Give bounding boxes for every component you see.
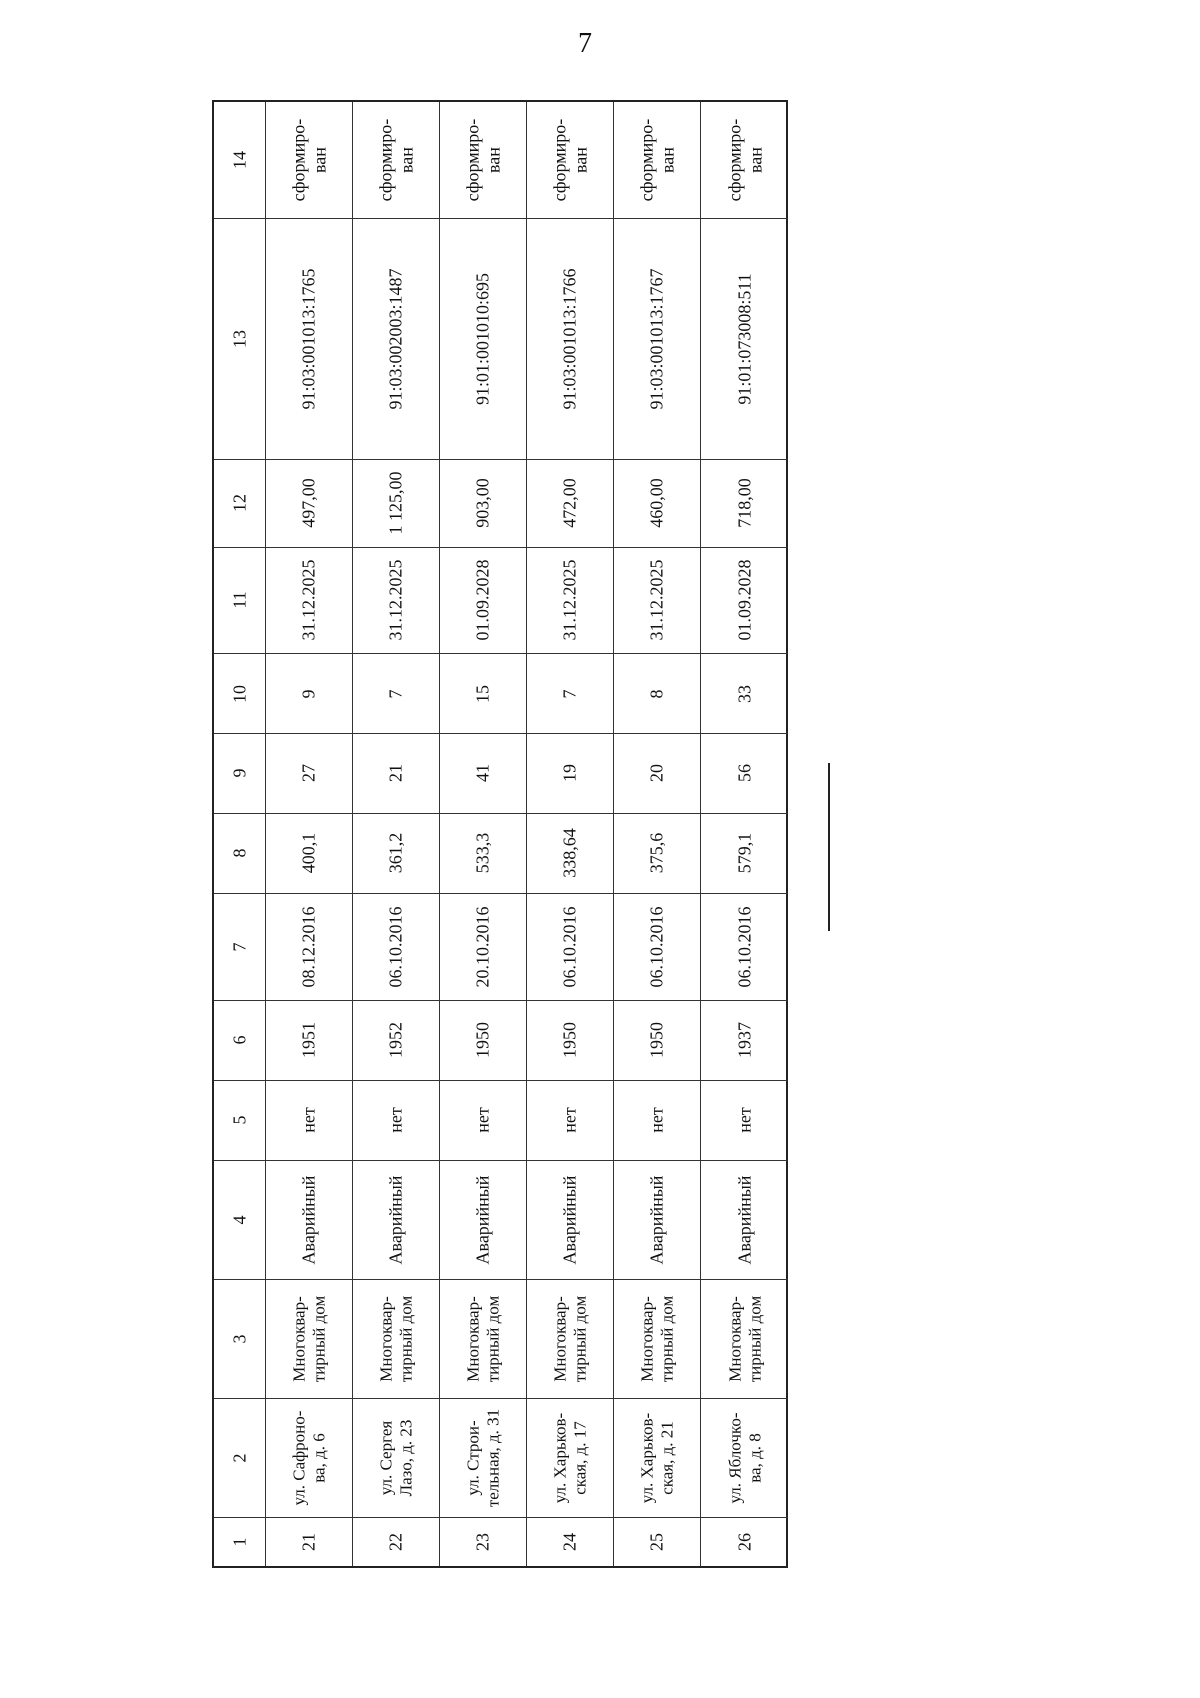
condition-cell: Аварийный	[353, 1161, 439, 1280]
count-cell: 7	[527, 654, 613, 734]
area-cell: 472,00	[527, 460, 613, 548]
header-cell: 14	[214, 102, 265, 219]
living-area-cell: 361,2	[353, 814, 439, 894]
flag-cell: нет	[614, 1081, 700, 1161]
cadastral-number-cell: 91:03:001013:1765	[266, 219, 352, 459]
type-cell: Многоквар- тирный дом	[527, 1280, 613, 1399]
count-cell: 15	[440, 654, 526, 734]
count-cell: 9	[266, 654, 352, 734]
row-number-cell: 24	[559, 1533, 580, 1552]
date-cell: 20.10.2016	[440, 894, 526, 1001]
cadastral-number-cell: 91:03:001013:1766	[527, 219, 613, 459]
status-cell: сформиро- ван	[527, 102, 613, 219]
flag-cell: нет	[701, 1081, 788, 1161]
year-cell: 1950	[614, 1001, 700, 1081]
year-cell: 1937	[701, 1001, 788, 1081]
cadastral-number-cell: 91:03:002003:1487	[353, 219, 439, 459]
table-row	[527, 102, 614, 1566]
row-number-cell: 25	[646, 1533, 667, 1552]
row-number-cell: 26	[734, 1533, 755, 1552]
cadastral-number-cell: 91:03:001013:1767	[614, 219, 700, 459]
header-cell: 7	[214, 894, 265, 1001]
address-cell: ул. Харьков- ская, д. 17	[527, 1399, 613, 1518]
address-cell: ул. Сергея Лазо, д. 23	[353, 1399, 439, 1518]
living-area-cell: 579,1	[701, 814, 788, 894]
condition-cell: Аварийный	[701, 1161, 788, 1280]
row-number-cell: 21	[298, 1533, 319, 1552]
area-cell: 903,00	[440, 460, 526, 548]
status-cell: сформиро- ван	[440, 102, 526, 219]
page-number: 7	[578, 28, 592, 59]
condition-cell: Аварийный	[440, 1161, 526, 1280]
header-cell: 12	[214, 460, 265, 548]
row-number-cell: 22	[385, 1533, 406, 1552]
area-cell: 1 125,00	[353, 460, 439, 548]
address-cell: ул. Сафроно- ва, д. 6	[266, 1399, 352, 1518]
area-cell: 718,00	[701, 460, 788, 548]
living-area-cell: 375,6	[614, 814, 700, 894]
cadastral-number-cell: 91:01:001010:695	[440, 219, 526, 459]
status-cell: сформиро- ван	[353, 102, 439, 219]
header-cell: 11	[214, 548, 265, 654]
header-column	[214, 102, 266, 1566]
header-cell: 4	[214, 1161, 265, 1280]
date-cell: 06.10.2016	[353, 894, 439, 1001]
condition-cell: Аварийный	[527, 1161, 613, 1280]
header-cell: 1	[229, 1537, 250, 1547]
type-cell: Многоквар- тирный дом	[701, 1280, 788, 1399]
status-cell: сформиро- ван	[701, 102, 788, 219]
living-area-cell: 400,1	[266, 814, 352, 894]
address-cell: ул. Строи- тельная, д. 31	[440, 1399, 526, 1518]
year-cell: 1950	[440, 1001, 526, 1081]
count-cell: 41	[440, 734, 526, 814]
header-cell: 3	[214, 1280, 265, 1399]
address-cell: ул. Яблочко- ва, д. 8	[701, 1399, 788, 1518]
type-cell: Многоквар- тирный дом	[353, 1280, 439, 1399]
deadline-cell: 01.09.2028	[440, 548, 526, 654]
area-cell: 460,00	[614, 460, 700, 548]
table-row	[614, 102, 701, 1566]
count-cell: 21	[353, 734, 439, 814]
date-cell: 08.12.2016	[266, 894, 352, 1001]
deadline-cell: 31.12.2025	[266, 548, 352, 654]
status-cell: сформиро- ван	[614, 102, 700, 219]
flag-cell: нет	[527, 1081, 613, 1161]
count-cell: 20	[614, 734, 700, 814]
deadline-cell: 31.12.2025	[527, 548, 613, 654]
condition-cell: Аварийный	[614, 1161, 700, 1280]
flag-cell: нет	[353, 1081, 439, 1161]
data-table	[212, 100, 788, 1568]
table-row	[353, 102, 440, 1566]
table-row	[701, 102, 788, 1566]
horizontal-rule	[828, 763, 830, 931]
flag-cell: нет	[440, 1081, 526, 1161]
deadline-cell: 31.12.2025	[614, 548, 700, 654]
count-cell: 7	[353, 654, 439, 734]
deadline-cell: 01.09.2028	[701, 548, 788, 654]
date-cell: 06.10.2016	[701, 894, 788, 1001]
status-cell: сформиро- ван	[266, 102, 352, 219]
year-cell: 1950	[527, 1001, 613, 1081]
header-cell: 8	[214, 814, 265, 894]
living-area-cell: 533,3	[440, 814, 526, 894]
type-cell: Многоквар- тирный дом	[266, 1280, 352, 1399]
table-row	[440, 102, 527, 1566]
address-cell: ул. Харьков- ская, д. 21	[614, 1399, 700, 1518]
type-cell: Многоквар- тирный дом	[440, 1280, 526, 1399]
header-cell: 5	[214, 1081, 265, 1161]
header-cell: 9	[214, 734, 265, 814]
count-cell: 19	[527, 734, 613, 814]
row-number-cell: 23	[472, 1533, 493, 1552]
type-cell: Многоквар- тирный дом	[614, 1280, 700, 1399]
count-cell: 33	[701, 654, 788, 734]
count-cell: 8	[614, 654, 700, 734]
cadastral-number-cell: 91:01:073008:511	[701, 219, 788, 459]
living-area-cell: 338,64	[527, 814, 613, 894]
date-cell: 06.10.2016	[614, 894, 700, 1001]
header-cell: 6	[214, 1001, 265, 1081]
flag-cell: нет	[266, 1081, 352, 1161]
count-cell: 27	[266, 734, 352, 814]
header-cell: 10	[214, 654, 265, 734]
table-row	[266, 102, 353, 1566]
year-cell: 1952	[353, 1001, 439, 1081]
count-cell: 56	[701, 734, 788, 814]
header-cell: 13	[214, 219, 265, 459]
date-cell: 06.10.2016	[527, 894, 613, 1001]
deadline-cell: 31.12.2025	[353, 548, 439, 654]
area-cell: 497,00	[266, 460, 352, 548]
header-cell: 2	[214, 1399, 265, 1518]
year-cell: 1951	[266, 1001, 352, 1081]
condition-cell: Аварийный	[266, 1161, 352, 1280]
